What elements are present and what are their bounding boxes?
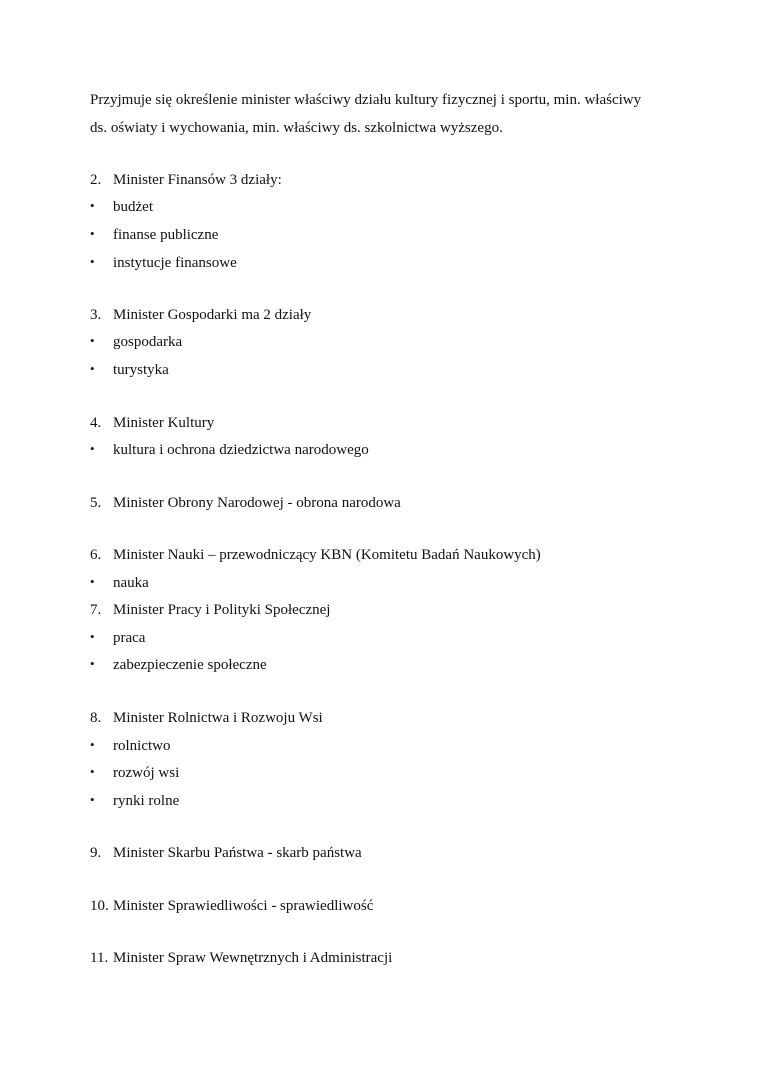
list-number: 3. [90, 307, 102, 323]
bullet-icon: • [90, 629, 95, 644]
list-item-6 [90, 546, 541, 564]
list-item-title: Minister Kultury [113, 415, 215, 431]
bullet-text: praca [113, 630, 146, 646]
list-number: 11. [90, 950, 109, 966]
list-item-title: Minister Nauki – przewodniczący KBN (Komitetu Badań Naukowych) [113, 547, 541, 563]
bullet-text: turystyka [113, 362, 169, 378]
list-item-5 [90, 494, 401, 512]
list-item-title: Minister Gospodarki ma 2 działy [113, 307, 312, 323]
list-item-2 [90, 171, 282, 189]
list-item-8 [90, 709, 323, 727]
bullet-icon: • [90, 792, 95, 807]
bullet-item [90, 226, 218, 244]
bullet-icon: • [90, 226, 95, 241]
list-number: 2. [90, 172, 102, 188]
list-number: 5. [90, 495, 102, 511]
bullet-item [90, 441, 369, 459]
bullet-text: gospodarka [113, 334, 183, 350]
list-item-title: Minister Obrony Narodowej - obrona narodowa [113, 495, 401, 511]
bullet-text: rozwój wsi [113, 765, 180, 781]
bullet-icon: • [90, 254, 95, 269]
list-item-9 [90, 844, 362, 862]
list-item-11 [90, 949, 392, 967]
bullet-item [90, 361, 169, 379]
bullet-item [90, 574, 149, 592]
bullet-text: zabezpieczenie społeczne [113, 657, 267, 673]
bullet-item [90, 333, 182, 351]
list-item-title: Minister Sprawiedliwości - sprawiedliwość [113, 898, 374, 914]
list-item-title: Minister Spraw Wewnętrznych i Administracji [113, 950, 393, 966]
list-item-title: Minister Pracy i Polityki Społecznej [113, 602, 331, 618]
list-item-3 [90, 306, 311, 324]
bullet-icon: • [90, 574, 95, 589]
list-number: 9. [90, 845, 102, 861]
list-item-10 [90, 897, 373, 915]
list-number: 7. [90, 602, 102, 618]
list-item-title: Minister Skarbu Państwa - skarb państwa [113, 845, 362, 861]
bullet-text: rolnictwo [113, 738, 171, 754]
bullet-icon: • [90, 441, 95, 456]
intro-line-1: Przyjmuje się określenie minister właściwy działu kultury fizycznej i sportu, min. właściwy [90, 92, 642, 108]
bullet-item [90, 656, 267, 674]
bullet-item [90, 254, 237, 272]
bullet-text: instytucje finansowe [113, 255, 237, 271]
list-number: 6. [90, 547, 102, 563]
bullet-item [90, 198, 153, 216]
bullet-text: kultura i ochrona dziedzictwa narodowego [113, 442, 369, 458]
list-item-4 [90, 414, 214, 432]
list-item-7 [90, 601, 330, 619]
bullet-item [90, 764, 179, 782]
bullet-icon: • [90, 361, 95, 376]
list-item-title: Minister Finansów 3 działy: [113, 172, 282, 188]
bullet-text: budżet [113, 199, 153, 215]
bullet-item [90, 737, 171, 755]
bullet-item [90, 629, 145, 647]
bullet-icon: • [90, 737, 95, 752]
bullet-icon: • [90, 656, 95, 671]
bullet-icon: • [90, 764, 95, 779]
bullet-icon: • [90, 333, 95, 348]
list-number: 8. [90, 710, 102, 726]
bullet-icon: • [90, 198, 95, 213]
list-item-title: Minister Rolnictwa i Rozwoju Wsi [113, 710, 323, 726]
bullet-item [90, 792, 179, 810]
bullet-text: rynki rolne [113, 793, 180, 809]
intro-line-2: ds. oświaty i wychowania, min. właściwy ds. szkolnictwa wyższego. [90, 120, 503, 136]
bullet-text: finanse publiczne [113, 227, 219, 243]
list-number: 4. [90, 415, 102, 431]
list-number: 10. [90, 898, 109, 914]
bullet-text: nauka [113, 575, 149, 591]
